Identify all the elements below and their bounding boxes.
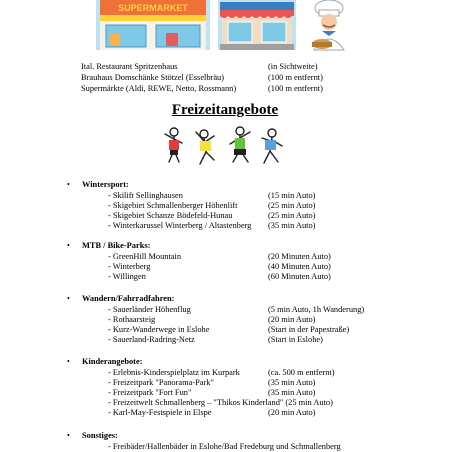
- bullet-icon: •: [67, 180, 70, 189]
- list-item: - Rothaarsteig: [108, 315, 156, 324]
- list-item: - Winterkarussel Winterberg / Altastenberg: [108, 221, 252, 230]
- list-item-note: (ca. 500 m entfernt): [268, 368, 335, 377]
- kids-playing-illustration: [160, 124, 290, 168]
- section-title-wintersport: Wintersport:: [82, 180, 129, 189]
- list-item: - Willingen: [108, 272, 146, 281]
- list-item-note: (15 min Auto): [268, 191, 316, 200]
- list-item: - Kurz-Wanderwege in Eslohe: [108, 325, 210, 334]
- section-title-hiking-cycling: Wandern/Fahrradfahren:: [82, 294, 175, 303]
- list-item-note: (Start in Eslohe): [268, 335, 323, 344]
- list-item-note: (Start in der Papestraße): [268, 325, 350, 334]
- list-item: - Freizeitpark "Fort Fun": [108, 388, 192, 397]
- chef-illustration: [302, 0, 356, 50]
- list-item-note: (20 min Auto): [268, 408, 316, 417]
- bullet-icon: •: [67, 431, 70, 440]
- list-item: - Skilift Sellinghausen: [108, 191, 183, 200]
- list-item-note: (35 min Auto): [268, 388, 316, 397]
- list-item: - GreenHill Mountain: [108, 252, 182, 261]
- list-item: - Sauerländer Höhenflug: [108, 305, 191, 314]
- place-row: [81, 62, 178, 72]
- list-item-note: (35 min Auto): [268, 221, 316, 230]
- list-item-note: (5 min Auto, 1h Wanderung): [268, 305, 365, 314]
- cafe-illustration: [218, 0, 296, 50]
- list-item-note: (60 Minuten Auto): [268, 272, 331, 281]
- list-item-note: (20 min Auto): [268, 315, 316, 324]
- list-item: - Skigebiet Schmallenberger Höhenlift: [108, 201, 238, 210]
- bullet-icon: •: [67, 294, 70, 303]
- place-row: [81, 73, 224, 83]
- list-item-note: (25 min Auto): [268, 201, 316, 210]
- list-item: - Freizeitwelt Schmallenberg – "Thikos Kinderland" (25 min Auto): [108, 398, 333, 407]
- place-row: [81, 84, 236, 94]
- place-name: Ital. Restaurant Spritzenhaus: [81, 62, 178, 71]
- list-item: - Freizeitpark "Panorama-Park": [108, 378, 214, 387]
- list-item-note: (20 Minuten Auto): [268, 252, 331, 261]
- section-title-mtb: MTB / Bike-Parks:: [82, 241, 151, 250]
- section-title-misc: Sonstiges:: [82, 431, 118, 440]
- list-item-note: (25 min Auto): [268, 211, 316, 220]
- bullet-icon: •: [67, 241, 70, 250]
- list-item: - Freibäder/Hallenbäder in Eslohe/Bad Fredeburg und Schmallenberg: [108, 442, 341, 451]
- list-item-note: (35 min Auto): [268, 378, 316, 387]
- list-item: - Winterberg: [108, 262, 151, 271]
- list-item: - Skigebiet Schanze Bödefeld-Hunau: [108, 211, 233, 220]
- list-item-note: (40 Minuten Auto): [268, 262, 331, 271]
- bullet-icon: •: [67, 357, 70, 366]
- place-name: Supermärkte (Aldi, REWE, Netto, Rossmann): [81, 84, 237, 93]
- place-distance: (100 m entfernt): [268, 73, 323, 82]
- list-item: - Sauerland-Radring-Netz: [108, 335, 195, 344]
- place-distance: (in Sichtweite): [268, 62, 318, 71]
- place-name: Brauhaus Domschänke Stötzel (Esselbräu): [81, 73, 225, 82]
- section-title-kids: Kinderangebote:: [82, 357, 143, 366]
- page-heading: Freizeitangebote: [171, 102, 279, 118]
- list-item: - Erlebnis-Kinderspielplatz im Kurpark: [108, 368, 240, 377]
- list-item: - Karl-May-Festspiele in Elspe: [108, 408, 212, 417]
- supermarket-illustration: [96, 0, 210, 50]
- shop-sign-text: SUPERMARKET: [118, 3, 188, 13]
- place-distance: (100 m entfernt): [268, 84, 323, 93]
